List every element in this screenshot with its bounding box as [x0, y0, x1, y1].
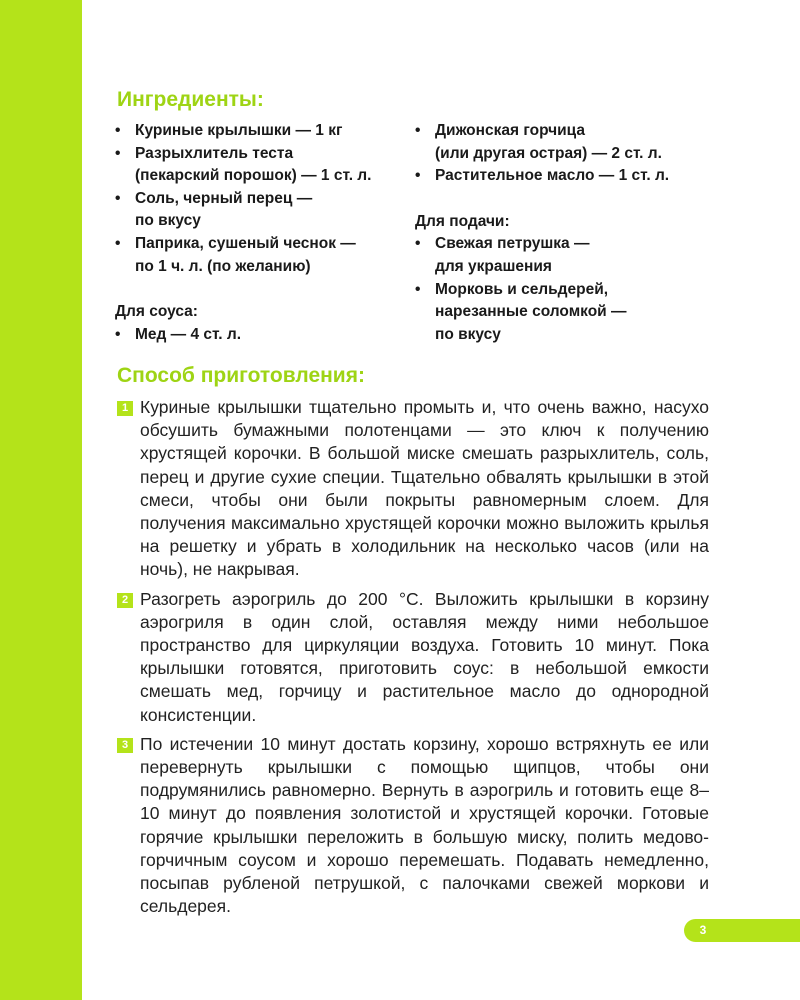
method-step — [117, 396, 709, 582]
ingredient-line: для украшения — [435, 257, 552, 275]
ingredient-item — [115, 120, 415, 143]
sauce-heading: Для соуса: — [115, 303, 198, 321]
page-number: 3 — [699, 923, 707, 937]
ingredient-item — [115, 324, 415, 347]
step-number-badge: 3 — [117, 738, 133, 753]
ingredient-list-sauce — [115, 324, 415, 347]
ingredient-item — [415, 120, 715, 165]
ingredient-line: (или другая острая) — 2 ст. л. — [435, 144, 662, 162]
ingredients-title: Ингредиенты: — [117, 88, 264, 111]
step-text: По истечении 10 минут достать корзину, хорошо встряхнуть ее или перевернуть крылышки с помощью щипцов, чтобы они подрумянились равномерно. Вернуть в аэрогриль и готовить еще 8–10 минут до появления золотистой и хрустящей корочки. Готовые горячие крылышки переложить в большую миску, полить медово-горчичным соусом и хорошо перемешать. Подавать немедленно, посыпав рубленой петрушкой, с палочками свежей моркови и сельдерея. — [140, 733, 709, 917]
ingredient-line: Соль, черный перец — — [135, 189, 313, 207]
side-accent-bar — [0, 0, 82, 1000]
step-number-badge: 2 — [117, 593, 133, 608]
method-step — [117, 588, 709, 727]
ingredient-line: Растительное масло — 1 ст. л. — [435, 167, 670, 185]
ingredient-item — [115, 188, 415, 233]
method-step — [117, 733, 709, 919]
step-number-badge: 1 — [117, 401, 133, 416]
page-number-tab — [684, 919, 800, 942]
ingredient-list-serving — [415, 233, 715, 346]
ingredient-item — [415, 165, 715, 188]
ingredient-list-main-cont — [415, 120, 715, 188]
ingredient-item — [415, 279, 715, 347]
ingredient-line: Разрыхлитель теста — [135, 144, 294, 162]
serving-heading: Для подачи: — [415, 212, 510, 230]
ingredients-left-column — [115, 120, 415, 346]
ingredient-line: по 1 ч. л. (по желанию) — [135, 257, 311, 275]
ingredient-line: Морковь и сельдерей, — [435, 280, 609, 298]
ingredient-line: (пекарский порошок) — 1 ст. л. — [135, 167, 372, 185]
ingredient-line: Паприка, сушеный чеснок — — [135, 234, 356, 252]
ingredient-list-main — [115, 120, 415, 278]
ingredient-line: нарезанные соломкой — — [435, 303, 627, 321]
ingredient-item — [115, 233, 415, 278]
ingredients-right-column — [415, 120, 715, 346]
ingredient-line: Мед — 4 ст. л. — [135, 325, 242, 343]
ingredient-line: Дижонская горчица — [435, 122, 586, 139]
method-title: Способ приготовления: — [117, 364, 365, 387]
ingredient-line: по вкусу — [435, 325, 501, 343]
ingredient-line: Куриные крылышки — 1 кг — [135, 122, 343, 139]
ingredient-item — [415, 233, 715, 278]
ingredient-line: по вкусу — [135, 212, 201, 230]
method-steps — [117, 396, 709, 924]
step-text: Куриные крылышки тщательно промыть и, что очень важно, насухо обсушить бумажными полотенцами — это ключ к получению хрустящей корочки. В большой миске смешать разрыхлитель, соль, перец и другие сухие специи. Тщательно обвалять крылышки в этой смеси, чтобы они были покрыты равномерным слоем. Для получения максимально хрустящей корочки можно выложить крылья на решетку и убрать в холодильник на несколько часов (или на ночь), не накрывая. — [140, 397, 709, 580]
ingredient-item — [115, 143, 415, 188]
ingredient-line: Свежая петрушка — — [435, 235, 590, 253]
step-text: Разогреть аэрогриль до 200 °C. Выложить крылышки в корзину аэрогриля в один слой, оставляя между ними небольшое пространство для циркуляции воздуха. Готовить 10 минут. Пока крылышки готовятся, приготовить соус: в небольшой емкости смешать мед, горчицу и растительное масло до однородной консистенции. — [140, 588, 709, 725]
